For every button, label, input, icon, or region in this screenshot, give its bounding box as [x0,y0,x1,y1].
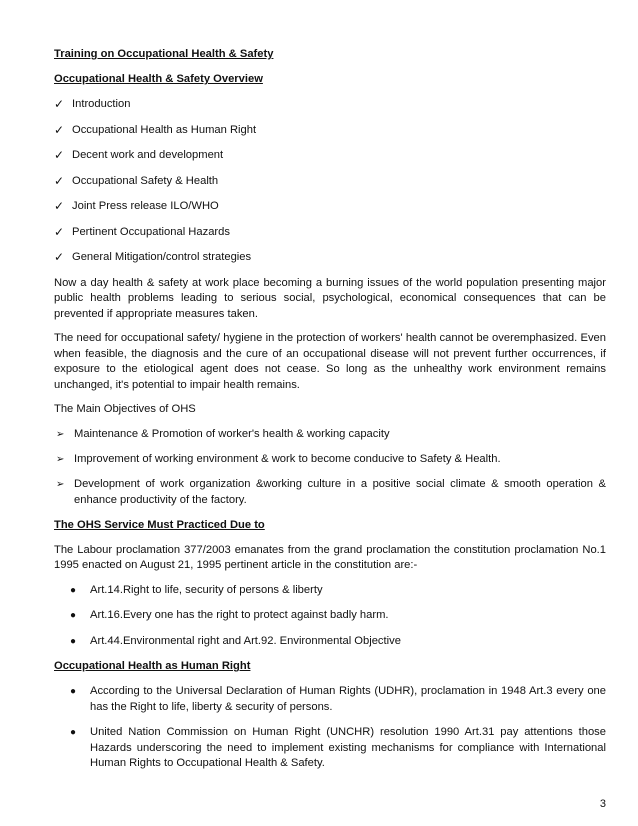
arrow-bullet-icon: ➢ [56,429,65,440]
page-number: 3 [599,798,606,810]
heading-human-right: Occupational Health as Human Right [54,660,251,672]
list-item: ✓ Occupational Health as Human Right [54,122,257,137]
check-icon: ✓ [54,173,65,188]
objectives-list [54,427,606,508]
list-item: ● According to the Universal Declaration of Human Rights (UDHR), proclamation in 1948 Art.3 every one has the Right to life, liberty & security of persons. [54,684,606,715]
human-right-list [54,684,606,772]
check-icon: ✓ [54,224,65,239]
heading-overview: Occupational Health & Safety Overview [54,73,263,85]
list-item: ● Art.16.Every one has the right to protect against badly harm. [54,608,606,624]
heading-service: The OHS Service Must Practiced Due to [54,518,265,531]
list-item: ✓ Joint Press release ILO/WHO [54,199,219,213]
check-icon: ✓ [54,148,65,162]
arrow-bullet-icon: ➢ [56,454,65,465]
articles-list [54,583,606,650]
paragraph-intro: Now a day health & safety at work place becoming a burning issues of the world population presenting major public health problems leading to serious social, psychological, economical consequences that can be prevented if appropriate measures taken. [54,276,606,320]
list-item: ● United Nation Commission on Human Right (UNCHR) resolution 1990 Art.31 pay attentions those Hazards underscoring the need to implement existing mechanisms for compliance with International Human Rights to Occupational Health & Safety. [54,725,606,772]
overview-list [54,97,606,265]
list-item: ✓ Decent work and development [54,148,224,162]
paragraph-need: The need for occupational safety/ hygiene in the protection of workers' health cannot be overemphasized. Even when feasible, the diagnosis and the cure of an occupational disease will not prevent further occurrences, if exposure to the etiological agent does not cease. So long as the unhealthy work environment remains unchanged, it's potential to impair health remains. [54,332,606,391]
check-icon: ✓ [54,122,65,137]
list-item: ➢ Maintenance & Promotion of worker's health & working capacity [54,427,606,443]
arrow-bullet-icon: ➢ [56,479,65,490]
check-icon: ✓ [54,97,65,111]
list-item: ✓ Pertinent Occupational Hazards [54,224,230,239]
check-icon: ✓ [54,199,65,213]
list-item: ✓ Occupational Safety & Health [54,173,219,188]
list-item: ➢ Improvement of working environment & work to become conducive to Safety & Health. [54,452,606,468]
list-item: ● Art.14.Right to life, security of persons & liberty [54,583,606,599]
check-icon: ✓ [54,250,65,264]
list-item: ✓ General Mitigation/control strategies [54,250,252,264]
bullet-icon: ● [69,686,77,697]
heading-training: Training on Occupational Health & Safety [54,48,274,60]
bullet-icon: ● [69,584,77,596]
bullet-icon: ● [69,727,77,738]
list-item: ● Art.44.Environmental right and Art.92. Environmental Objective [54,634,606,650]
document-body [54,47,606,782]
list-item: ✓ Introduction [54,97,131,111]
bullet-icon: ● [69,635,77,647]
list-item: ➢ Development of work organization &working culture in a positive social climate & smooth operation & enhance productivity of the factory. [56,478,606,506]
bullet-icon: ● [69,610,77,621]
objectives-title: The Main Objectives of OHS [54,403,196,415]
paragraph-labour: The Labour proclamation 377/2003 emanates from the grand proclamation the constitution proclamation No.1 1995 enacted on August 21, 1995 pertinent article in the constitution are:- [54,543,606,571]
